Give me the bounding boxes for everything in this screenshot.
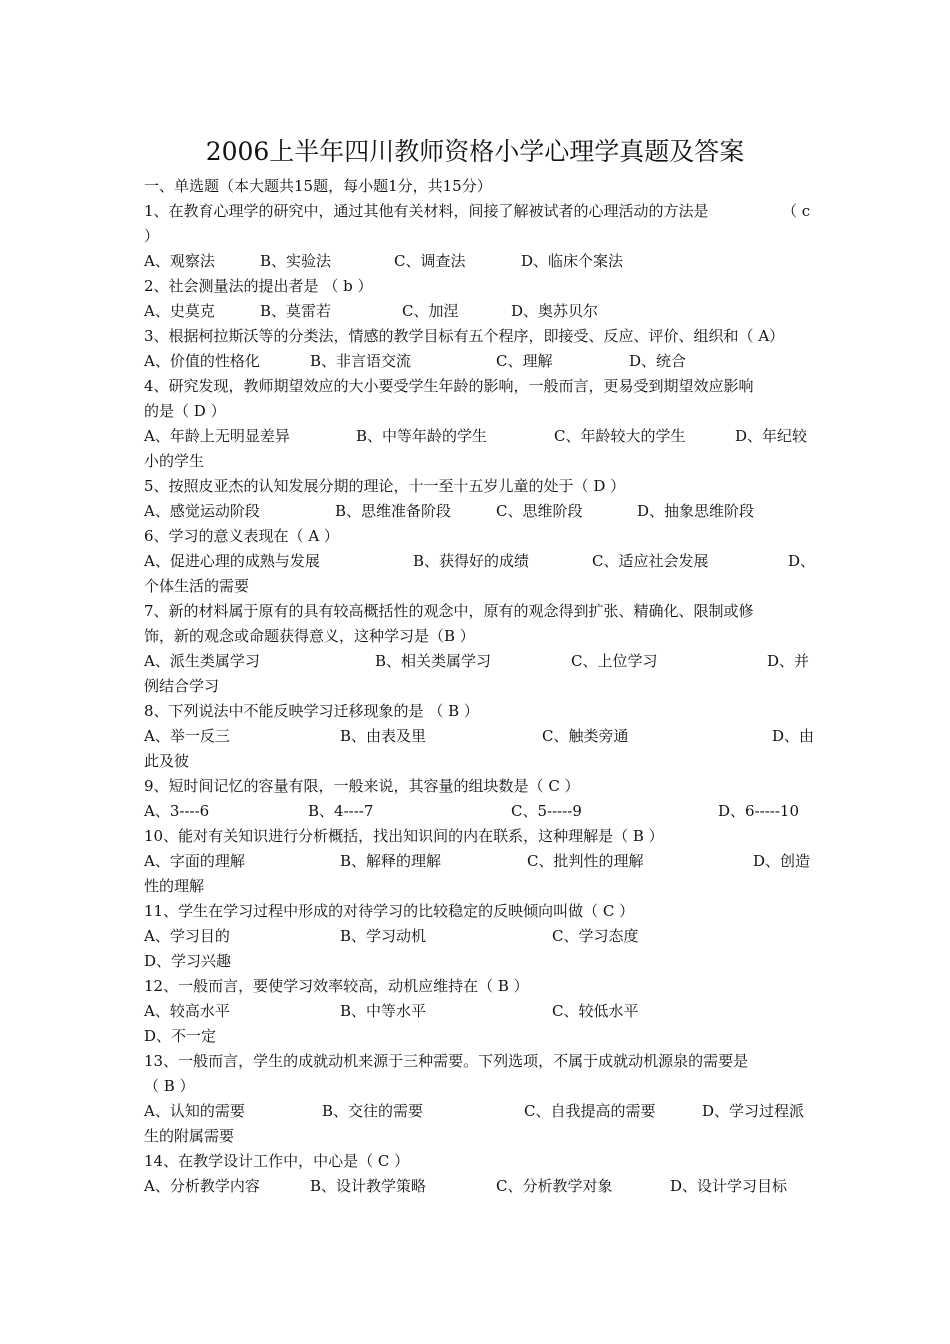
answer-option: A、举一反三 bbox=[144, 727, 230, 745]
answer-option: D、学习过程派 bbox=[702, 1102, 805, 1120]
answer-option: B、设计教学策略 bbox=[310, 1177, 427, 1195]
text-segment: 3、根据柯拉斯沃等的分类法，情感的教学目标有五个程序，即接受、反应、评价、组织和（ A） bbox=[144, 327, 785, 345]
answer-option: A、年龄上无明显差异 bbox=[144, 427, 290, 445]
answer-option: C、自我提高的需要 bbox=[524, 1102, 656, 1120]
text-segment: 一、单选题（本大题共15题，每小题1分，共15分） bbox=[144, 177, 492, 195]
answer-option: C、触类旁通 bbox=[542, 727, 629, 745]
answer-option: B、相关类属学习 bbox=[375, 652, 492, 670]
answer-option: D、6-----10 bbox=[718, 802, 799, 820]
answer-option: D、 bbox=[788, 552, 816, 570]
answer-option: C、分析教学对象 bbox=[496, 1177, 613, 1195]
text-segment: D、不一定 bbox=[144, 1027, 217, 1045]
answer-option: A、价值的性格化 bbox=[144, 352, 260, 370]
answer-option: B、中等年龄的学生 bbox=[356, 427, 488, 445]
answer-option: D、并 bbox=[767, 652, 810, 670]
answer-option: D、创造 bbox=[753, 852, 811, 870]
answer-option: A、感觉运动阶段 bbox=[144, 502, 260, 520]
text-segment: 性的理解 bbox=[144, 877, 205, 895]
answer-option: B、由表及里 bbox=[340, 727, 427, 745]
text-segment: 10、能对有关知识进行分析概括，找出知识间的内在联系，这种理解是（ B ） bbox=[144, 827, 664, 845]
answer-option: B、学习动机 bbox=[340, 927, 427, 945]
answer-option: D、年纪较 bbox=[735, 427, 808, 445]
answer-option: A、史莫克 bbox=[144, 302, 215, 320]
answer-option: 1、在教育心理学的研究中，通过其他有关材料，间接了解被试者的心理活动的方法是 bbox=[144, 202, 709, 220]
text-segment: 9、短时间记忆的容量有限，一般来说，其容量的组块数是（ C ） bbox=[144, 777, 580, 795]
answer-option: C、适应社会发展 bbox=[592, 552, 709, 570]
answer-option: C、上位学习 bbox=[571, 652, 658, 670]
answer-option: D、设计学习目标 bbox=[670, 1177, 788, 1195]
answer-option: A、派生类属学习 bbox=[144, 652, 260, 670]
answer-option: A、分析教学内容 bbox=[144, 1177, 260, 1195]
text-segment: ） bbox=[144, 227, 160, 245]
text-segment: 的是（ D ） bbox=[144, 402, 226, 420]
text-segment: 例结合学习 bbox=[144, 677, 220, 695]
text-segment: 饰，新的观念或命题获得意义，这种学习是（B ） bbox=[144, 627, 475, 645]
text-segment: 4、研究发现，教师期望效应的大小要受学生年龄的影响，一般而言，更易受到期望效应影响 bbox=[144, 377, 754, 395]
text-segment: 个体生活的需要 bbox=[144, 577, 250, 595]
text-segment: D、学习兴趣 bbox=[144, 952, 232, 970]
answer-option: D、抽象思维阶段 bbox=[637, 502, 755, 520]
answer-option: C、思维阶段 bbox=[496, 502, 583, 520]
text-segment: 2、社会测量法的提出者是 （ b ） bbox=[144, 277, 373, 295]
answer-option: C、年龄较大的学生 bbox=[554, 427, 686, 445]
answer-option: B、4----7 bbox=[308, 802, 374, 820]
text-segment: 12、一般而言，要使学习效率较高，动机应维持在（ B ） bbox=[144, 977, 529, 995]
text-segment: 生的附属需要 bbox=[144, 1127, 235, 1145]
answer-option: A、学习目的 bbox=[144, 927, 230, 945]
text-segment: 14、在教学设计工作中，中心是（ C ） bbox=[144, 1152, 410, 1170]
answer-option: B、中等水平 bbox=[340, 1002, 427, 1020]
answer-option: A、3----6 bbox=[144, 802, 210, 820]
answer-option: D、奥苏贝尔 bbox=[511, 302, 599, 320]
answer-option: B、解释的理解 bbox=[340, 852, 442, 870]
text-segment: 11、学生在学习过程中形成的对待学习的比较稳定的反映倾向叫做（ C ） bbox=[144, 902, 635, 920]
answer-option: C、调查法 bbox=[394, 252, 466, 270]
answer-option: C、批判性的理解 bbox=[527, 852, 644, 870]
text-segment: 5、按照皮亚杰的认知发展分期的理论，十一至十五岁儿童的处于（ D ） bbox=[144, 477, 626, 495]
answer-option: C、理解 bbox=[496, 352, 553, 370]
answer-option: A、促进心理的成熟与发展 bbox=[144, 552, 320, 570]
answer-option: D、临床个案法 bbox=[521, 252, 624, 270]
document-title: 2006上半年四川教师资格小学心理学真题及答案 bbox=[205, 137, 745, 166]
answer-option: B、非言语交流 bbox=[310, 352, 412, 370]
text-segment: 13、一般而言，学生的成就动机来源于三种需要。下列选项，不属于成就动机源泉的需要是 bbox=[144, 1052, 749, 1070]
answer-option: A、观察法 bbox=[144, 252, 215, 270]
text-segment: 7、新的材料属于原有的具有较高概括性的观念中，原有的观念得到扩张、精确化、限制或修 bbox=[144, 602, 754, 620]
text-segment: 8、下列说法中不能反映学习迁移现象的是 （ B ） bbox=[144, 702, 479, 720]
answer-option: B、思维准备阶段 bbox=[335, 502, 452, 520]
text-segment: 此及彼 bbox=[144, 752, 190, 770]
answer-option: A、较高水平 bbox=[144, 1002, 230, 1020]
answer-option: C、加涅 bbox=[402, 302, 459, 320]
answer-option: C、5-----9 bbox=[511, 802, 582, 820]
answer-option: B、莫雷若 bbox=[260, 302, 332, 320]
answer-option: D、由 bbox=[772, 727, 815, 745]
answer-option: A、字面的理解 bbox=[144, 852, 245, 870]
answer-option: B、实验法 bbox=[260, 252, 332, 270]
text-segment: 小的学生 bbox=[144, 452, 205, 470]
answer-option: B、交往的需要 bbox=[322, 1102, 424, 1120]
text-segment: （ B ） bbox=[144, 1077, 195, 1095]
answer-option: B、获得好的成绩 bbox=[413, 552, 530, 570]
text-segment: 6、学习的意义表现在（ A ） bbox=[144, 527, 339, 545]
answer-option: C、较低水平 bbox=[552, 1002, 639, 1020]
answer-option: A、认知的需要 bbox=[144, 1102, 245, 1120]
answer-option: （ c bbox=[782, 202, 811, 220]
answer-option: D、统合 bbox=[629, 352, 687, 370]
answer-option: C、学习态度 bbox=[552, 927, 639, 945]
